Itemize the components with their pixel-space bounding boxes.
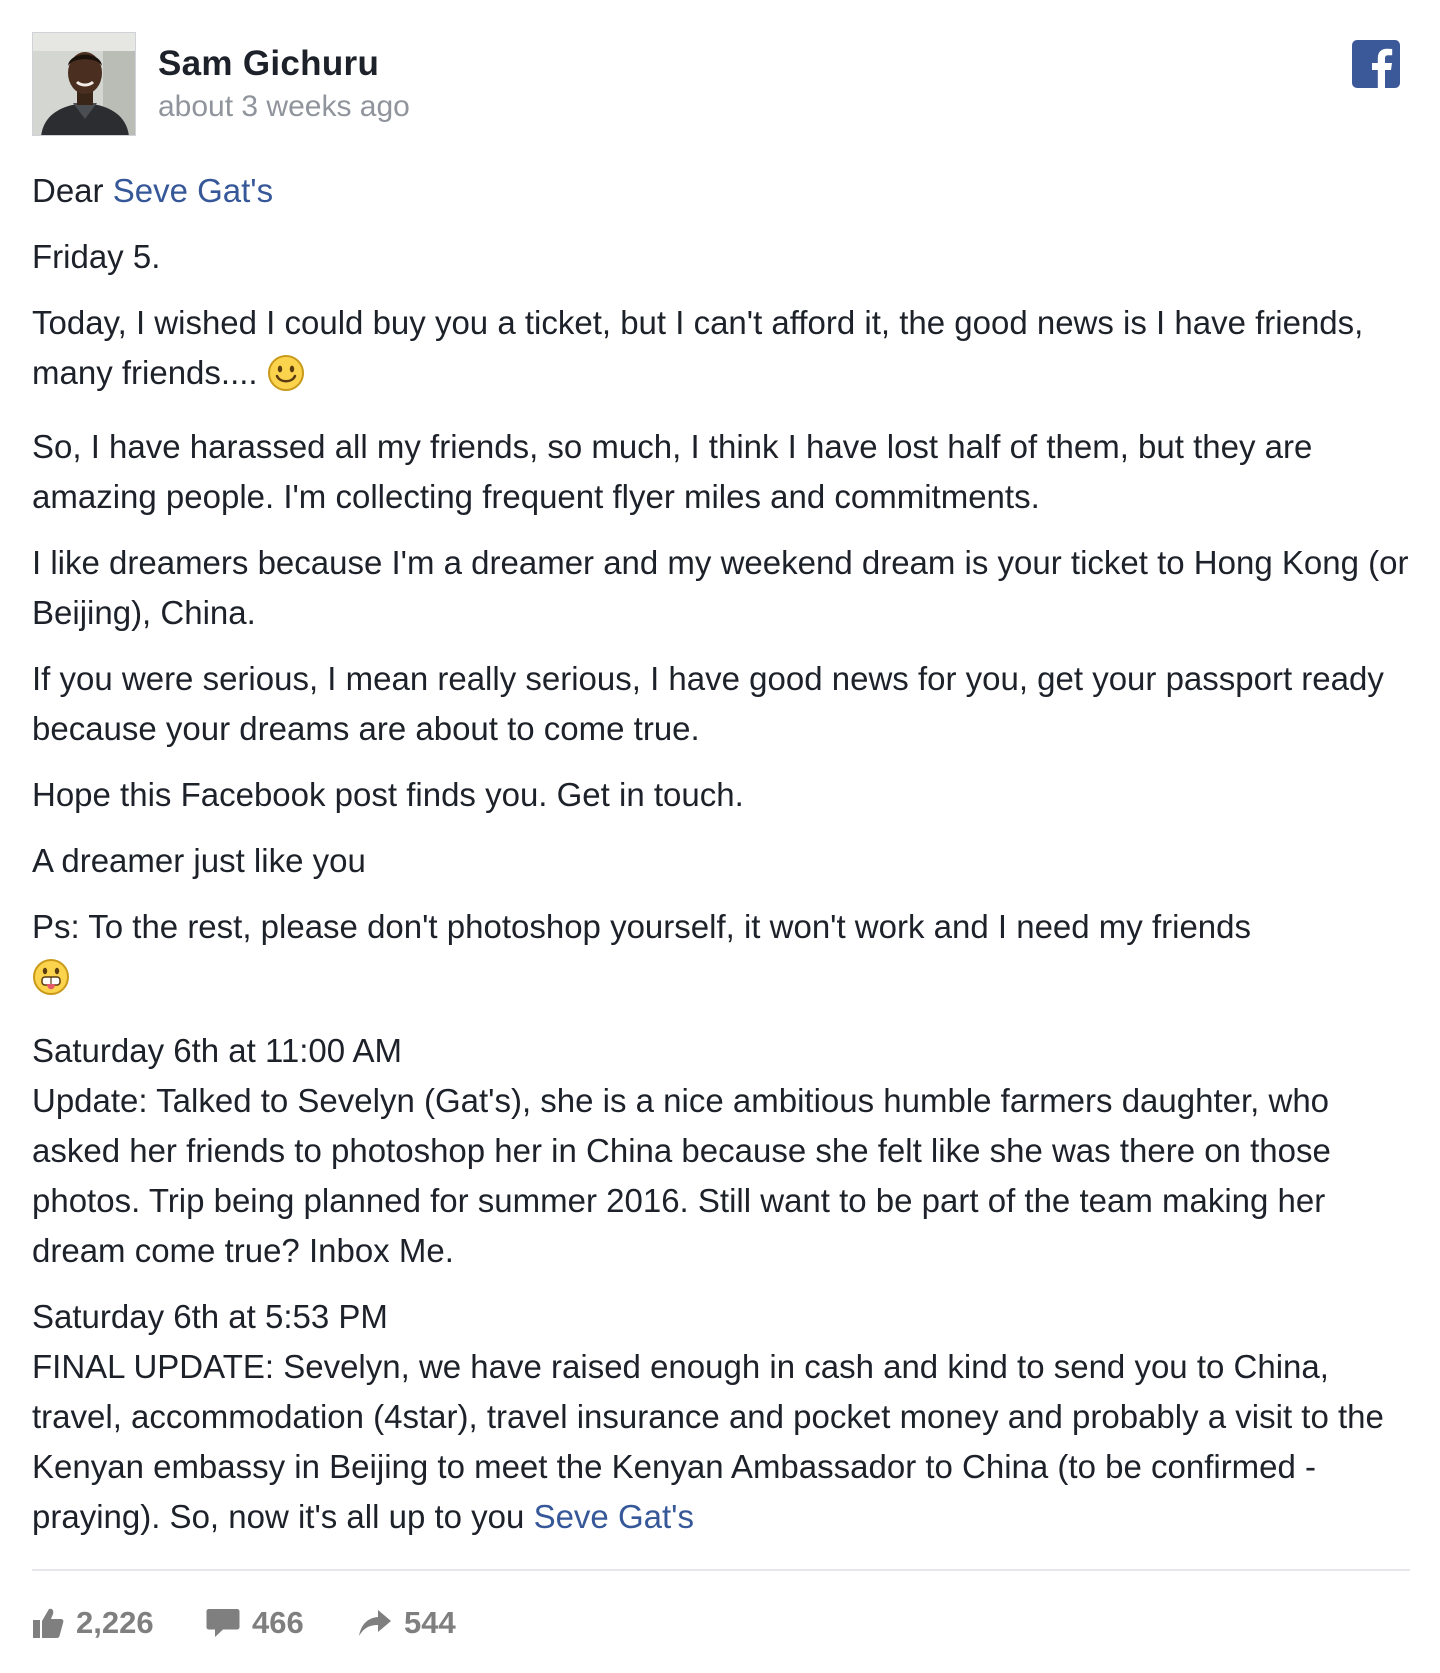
like-count[interactable] <box>32 1600 154 1646</box>
like-icon <box>32 1607 64 1639</box>
tagged-user-link[interactable]: Seve Gat's <box>112 172 274 209</box>
smiley-emoji-icon <box>267 354 305 406</box>
share-icon <box>358 1608 392 1638</box>
date-line: Friday 5. <box>32 238 161 275</box>
paragraph-text: Today, I wished I could buy you a ticket, but I can't afford it, the good news is I have friends, many friends.... <box>32 304 1364 391</box>
avatar-photo <box>33 33 136 136</box>
post-paragraph: A dreamer just like you <box>32 842 366 879</box>
comment-count-value: 466 <box>252 1605 304 1640</box>
author-name[interactable]: Sam Gichuru <box>158 44 380 83</box>
update-text: Update: Talked to Sevelyn (Gat's), she is a nice ambitious humble farmers daughter, who asked her friends to photoshop her in China because she felt like she was there on those photos. Trip being planned for summer 2016. Still want to be part of the team making her dream come true? Inbox Me. <box>32 1082 1331 1269</box>
greeting-prefix: Dear <box>32 172 113 209</box>
facebook-icon <box>1352 40 1400 88</box>
tagged-user-link[interactable]: Seve Gat's <box>533 1498 694 1535</box>
like-count-value: 2,226 <box>76 1605 154 1640</box>
share-count[interactable] <box>358 1600 456 1646</box>
greeting-paragraph <box>32 166 1417 216</box>
post-timestamp[interactable]: about 3 weeks ago <box>158 90 410 123</box>
tongue-face-emoji-icon <box>32 958 70 1010</box>
update-time: Saturday 6th at 5:53 PM <box>32 1298 388 1335</box>
update-text: FINAL UPDATE: Sevelyn, we have raised enough in cash and kind to send you to China, travel, accommodation (4star), travel insurance and pocket money and probably a visit to the Kenyan embassy in Beijing to meet the Kenyan Ambassador to China (to be confirmed -praying). So, now it's all up to you <box>32 1348 1384 1535</box>
comment-icon <box>206 1607 240 1639</box>
post-paragraph: I like dreamers because I'm a dreamer and my weekend dream is your ticket to Hong Kong (or Beijing), China. <box>32 544 1409 631</box>
final-update-paragraph <box>32 1292 1417 1542</box>
post-body <box>32 166 1417 1558</box>
post-paragraph <box>32 298 1417 406</box>
divider <box>32 1569 1410 1571</box>
post-paragraph <box>32 902 1417 1010</box>
update-time: Saturday 6th at 11:00 AM <box>32 1032 402 1069</box>
post-paragraph: So, I have harassed all my friends, so much, I think I have lost half of them, but they are amazing people. I'm collecting frequent flyer miles and commitments. <box>32 428 1313 515</box>
update-paragraph <box>32 1026 1417 1276</box>
author-avatar[interactable] <box>32 32 136 136</box>
share-count-value: 544 <box>404 1605 456 1640</box>
paragraph-text: Ps: To the rest, please don't photoshop yourself, it won't work and I need my friends <box>32 908 1252 945</box>
post-paragraph: If you were serious, I mean really serious, I have good news for you, get your passport ready because your dreams are about to come true. <box>32 660 1384 747</box>
post-paragraph: Hope this Facebook post finds you. Get in touch. <box>32 776 744 813</box>
comment-count[interactable] <box>206 1600 304 1646</box>
